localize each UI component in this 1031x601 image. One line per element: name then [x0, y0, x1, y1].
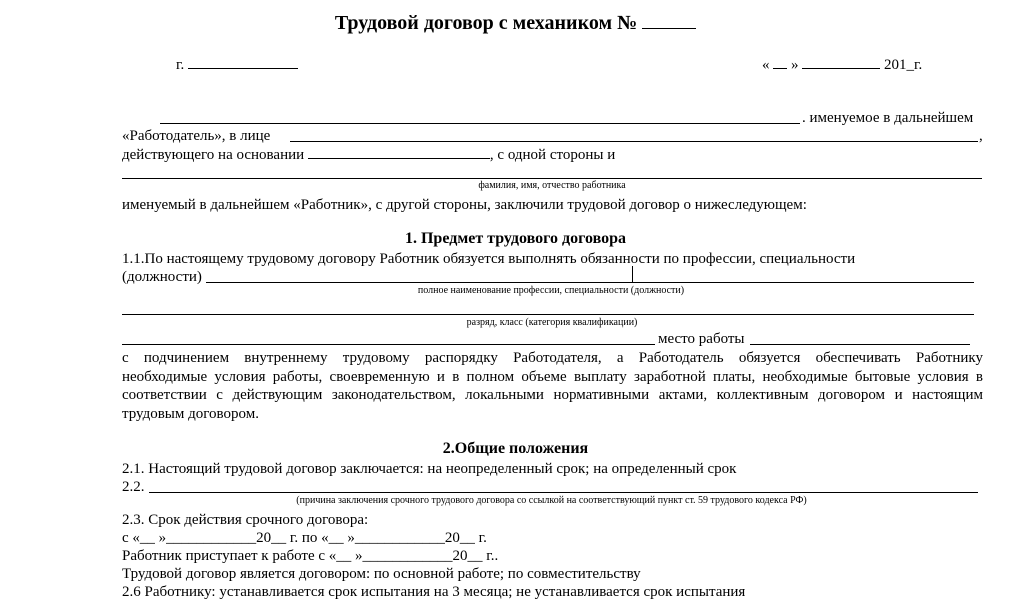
date-quote-open: «	[762, 57, 770, 73]
date-month-field[interactable]	[802, 55, 880, 69]
profession-caption: полное наименование профессии, специальности (должности)	[417, 285, 685, 296]
section1-para-line: необходимые условия работы, своевременную и в полном объеме выплату заработной платы, необходимые бытовые условия в	[122, 368, 983, 385]
start-date-line: Работник приступает к работе с «__ »____________20__ г..	[122, 548, 499, 564]
section2-line-2-2-prefix: 2.2.	[122, 479, 145, 495]
workplace-label: место работы	[658, 331, 745, 347]
employer-suffix: . именуемое в дальнейшем	[802, 110, 974, 126]
section1-para-line: соответствии с действующим законодательством, локальными нормативными актами, коллективным договором и настоящим	[122, 387, 983, 403]
employee-name-caption: фамилия, имя, отчество работника	[478, 180, 626, 191]
date-day-field[interactable]	[773, 55, 787, 69]
employee-intro: именуемый в дальнейшем «Работник», с другой стороны, заключили трудовой договор о нижеследующем:	[122, 197, 807, 213]
basis-field[interactable]	[308, 145, 490, 159]
probation-line: 2.6 Работнику: устанавливается срок испытания на 3 месяца; не устанавливается срок испытания	[122, 584, 746, 600]
date-quote-close: »	[791, 57, 799, 73]
date-line	[762, 55, 922, 74]
section1-heading: 1. Предмет трудового договора	[404, 230, 626, 247]
date-year: 201_г.	[884, 57, 923, 73]
basis-line	[122, 145, 615, 164]
grade-caption: разряд, класс (категория квалификации)	[466, 317, 638, 328]
comma: ,	[979, 128, 983, 144]
section1-line1: 1.1.По настоящему трудовому договору Работник обязуется выполнять обязанности по профессии, специальности	[122, 251, 856, 267]
city-line	[176, 55, 298, 74]
basis-prefix: действующего на основании	[122, 147, 305, 163]
city-prefix: г.	[176, 57, 185, 73]
profession-field[interactable]	[206, 282, 974, 283]
basis-suffix: , с одной стороны и	[489, 147, 616, 163]
employer-name-field[interactable]	[160, 123, 800, 124]
workplace-field[interactable]	[750, 344, 970, 345]
position-prefix: (должности)	[122, 269, 202, 285]
document-title	[0, 12, 1031, 35]
term-reason-caption: (причина заключения срочного трудового договора со ссылкой на соответствующий пункт ст. 59 трудового кодекса РФ)	[296, 495, 807, 506]
section2-line-2-1: 2.1. Настоящий трудовой договор заключается: на неопределенный срок; на определенный срок	[122, 461, 737, 477]
section1-para-line: трудовым договором.	[122, 405, 259, 422]
section2-line-2-3: 2.3. Срок действия срочного договора:	[122, 512, 369, 528]
contract-number-field[interactable]	[642, 12, 696, 29]
employer-role: «Работодатель», в лице	[122, 128, 271, 144]
city-field[interactable]	[188, 55, 298, 69]
text-cursor	[632, 266, 633, 282]
department-field[interactable]	[122, 344, 655, 345]
term-period-line: с «__ »____________20__ г. по «__ »____________20__ г.	[122, 530, 487, 546]
section1-para-line: с подчинением внутреннему трудовому распорядку Работодателя, а Работодатель обязуется обеспечивать Работнику	[122, 350, 983, 366]
term-reason-field[interactable]	[149, 492, 978, 493]
document-title-text: Трудовой договор с механиком №	[334, 12, 638, 34]
grade-field[interactable]	[122, 314, 974, 315]
section2-heading: 2.Общие положения	[442, 440, 589, 457]
contract-type-line: Трудовой договор является договором: по основной работе; по совместительству	[122, 566, 641, 582]
representative-field[interactable]	[290, 141, 978, 142]
employee-name-field[interactable]	[122, 178, 982, 179]
